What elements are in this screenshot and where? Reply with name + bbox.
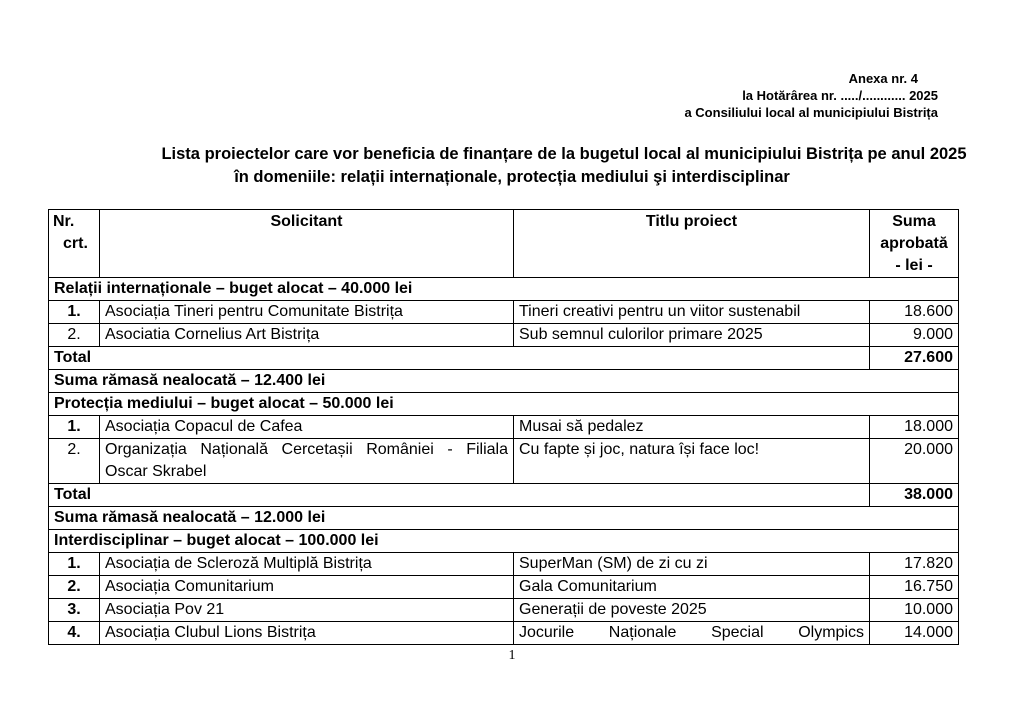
row-nr: 4. [49, 622, 100, 645]
header-suma [870, 210, 959, 278]
header-nr-line2: crt. [63, 235, 88, 252]
table-row [49, 416, 959, 439]
section-heading: Protecția mediului – buget alocat – 50.000 lei [49, 393, 959, 416]
remaining-amount: Suma rămasă nealocată – 12.000 lei [49, 507, 959, 530]
section-heading: Relații internaționale – buget alocat – 40.000 lei [49, 278, 959, 301]
row-solicitant: Asociația Copacul de Cafea [100, 416, 514, 439]
row-nr: 1. [49, 553, 100, 576]
total-label: Total [49, 347, 870, 370]
row-solicitant: Asociația de Scleroză Multiplă Bistrița [100, 553, 514, 576]
row-suma: 9.000 [870, 324, 959, 347]
row-suma: 14.000 [870, 622, 959, 645]
page-number: 1 [508, 648, 516, 663]
table-row [49, 553, 959, 576]
table-row [49, 576, 959, 599]
row-suma: 16.750 [870, 576, 959, 599]
row-titlu: Musai să pedalez [514, 416, 870, 439]
row-solicitant: Organizația Națională Cercetașii României - Filiala Oscar Skrabel [100, 439, 514, 484]
row-suma: 20.000 [870, 439, 959, 484]
table-row [49, 324, 959, 347]
section-heading-row [49, 530, 959, 553]
annex-decision: la Hotărârea nr. ...../............ 2025 [742, 88, 938, 103]
table-row [49, 622, 959, 645]
header-suma-line2: aprobată [880, 235, 948, 252]
header-solicitant: Solicitant [100, 210, 514, 278]
row-titlu: Tineri creativi pentru un viitor sustenabil [514, 301, 870, 324]
projects-table [48, 209, 959, 645]
table-header-row [49, 210, 959, 278]
total-value: 27.600 [870, 347, 959, 370]
row-suma: 17.820 [870, 553, 959, 576]
row-suma: 10.000 [870, 599, 959, 622]
title-line-1: Lista proiectelor care vor beneficia de finanțare de la bugetul local al municipiului Bistrița pe anul 2025 [161, 145, 967, 163]
row-nr: 1. [49, 416, 100, 439]
header-titlu: Titlu proiect [514, 210, 870, 278]
title-line-2: în domeniile: relații internaționale, protecția mediului şi interdisciplinar [234, 168, 790, 186]
section-heading: Interdisciplinar – buget alocat – 100.000 lei [49, 530, 959, 553]
row-nr: 1. [49, 301, 100, 324]
row-titlu: Sub semnul culorilor primare 2025 [514, 324, 870, 347]
header-suma-line1: Suma [892, 213, 936, 230]
section-heading-row [49, 393, 959, 416]
row-titlu: Jocurile Naționale Special Olympics [514, 622, 870, 645]
header-nr [49, 210, 100, 278]
row-titlu: Gala Comunitarium [514, 576, 870, 599]
row-solicitant: Asociația Pov 21 [100, 599, 514, 622]
header-nr-line1: Nr. [53, 213, 75, 230]
row-suma: 18.600 [870, 301, 959, 324]
row-titlu: Cu fapte și joc, natura își face loc! [514, 439, 870, 484]
total-label: Total [49, 484, 870, 507]
row-solicitant: Asociația Tineri pentru Comunitate Bistrița [100, 301, 514, 324]
total-row [49, 484, 959, 507]
table-row [49, 439, 959, 484]
annex-header [684, 70, 938, 121]
total-row [49, 347, 959, 370]
row-nr: 2. [49, 324, 100, 347]
row-solicitant: Asociația Comunitarium [100, 576, 514, 599]
annex-number: Anexa nr. 4 [848, 71, 918, 86]
header-suma-line3: - lei - [895, 257, 933, 274]
row-nr: 2. [49, 439, 100, 484]
remaining-row [49, 370, 959, 393]
section-heading-row [49, 278, 959, 301]
row-nr: 2. [49, 576, 100, 599]
row-suma: 18.000 [870, 416, 959, 439]
row-solicitant: Asociatia Cornelius Art Bistrița [100, 324, 514, 347]
table-row [49, 301, 959, 324]
document-title [40, 143, 984, 189]
annex-council: a Consiliului local al municipiului Bistrița [684, 105, 938, 120]
row-nr: 3. [49, 599, 100, 622]
row-titlu: SuperMan (SM) de zi cu zi [514, 553, 870, 576]
row-titlu: Generații de poveste 2025 [514, 599, 870, 622]
table-row [49, 599, 959, 622]
row-solicitant: Asociația Clubul Lions Bistrița [100, 622, 514, 645]
remaining-amount: Suma rămasă nealocată – 12.400 lei [49, 370, 959, 393]
remaining-row [49, 507, 959, 530]
total-value: 38.000 [870, 484, 959, 507]
